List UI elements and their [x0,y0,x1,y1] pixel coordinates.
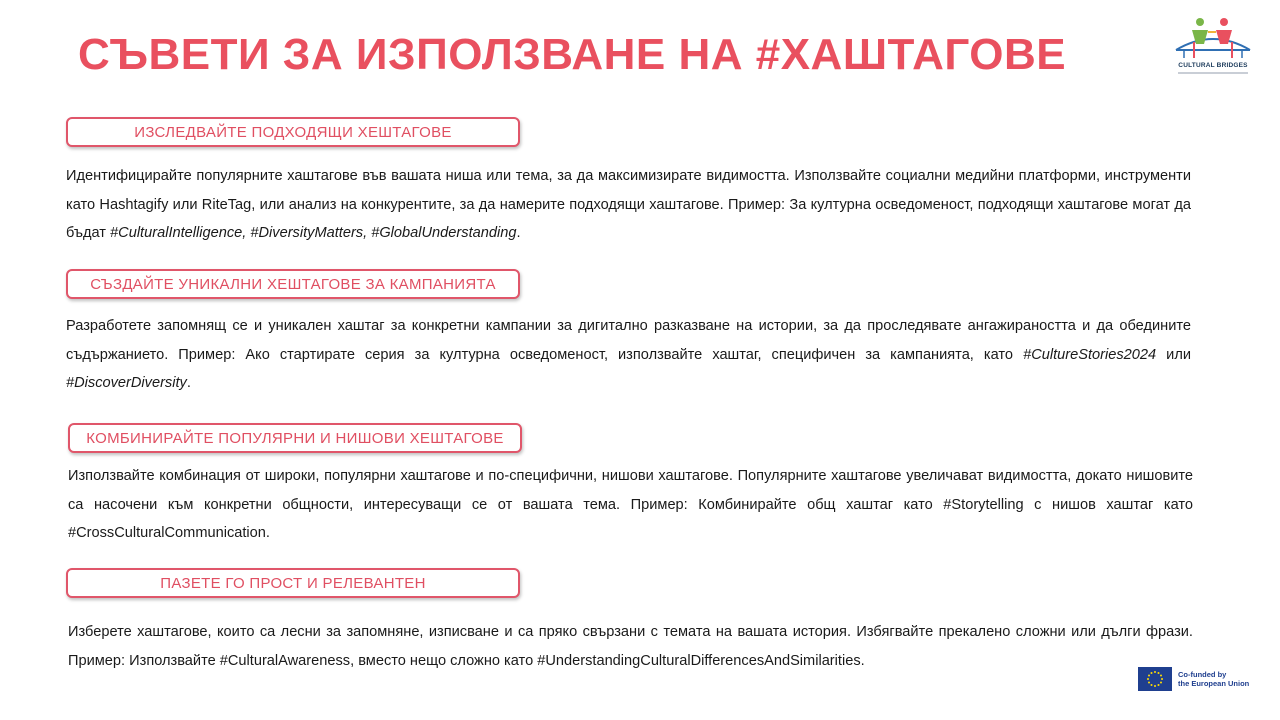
punctuation: . [516,225,521,241]
section-heading-research: ИЗСЛЕДВАЙТЕ ПОДХОДЯЩИ ХЕШТАГОВЕ [66,117,520,147]
section-heading-campaign: СЪЗДАЙТЕ УНИКАЛНИ ХЕШТАГОВЕ ЗА КАМПАНИЯТА [66,269,520,299]
section-heading-simple: ПАЗЕТЕ ГО ПРОСТ И РЕЛЕВАНТЕН [66,568,520,598]
cultural-bridges-logo [1170,14,1256,76]
hashtag-examples: #CulturalIntelligence, #DiversityMatters, #GlobalUnderstanding [110,225,517,241]
section-text-simple: Изберете хаштагове, които са лесни за запомняне, изписване и са пряко свързани с темата на вашата история. Избягвайте прекалено сложни или дълги фрази. Пример: Използвайте #CulturalAwareness, вместо нещо сложно като #UnderstandingCulturalDifferencesAndSimilarities. [68,624,1193,669]
bridge-people-icon [1170,14,1256,62]
eu-text-line1: Co-funded by [1178,670,1227,679]
hashtag-example: #DiscoverDiversity [66,375,187,391]
section-text-campaign [66,312,1191,398]
hashtag-example: #CultureStories2024 [1023,346,1157,363]
eu-flag-icon [1138,667,1172,691]
eu-cofunded-badge [1138,667,1268,691]
section-text: Разработете запомнящ се и уникален хаштаг за конкретни кампании за дигитално разказване на истории, за да проследявате ангажираността и да обедините съдържанието. Пример: Ако стартирате серия за културна осведоменост, използвайте хаштаг, специфичен за кампанията, като [66,318,1191,363]
eu-text [1178,670,1249,688]
conjunction: или [1156,346,1191,363]
section-text-combine: Използвайте комбинация от широки, популярни хаштагове и по-специфични, нишови хаштагове. Популярните хаштагове увеличават видимостта, докато нишовите са насочени към конкретни общности, интересуващи се от вашата тема. Пример: Комбинирайте общ хаштаг като #Storytelling с нишов хаштаг като #CrossCulturalCommunication. [68,468,1193,541]
section-text-research [66,162,1191,248]
section-heading-combine: КОМБИНИРАЙТЕ ПОПУЛЯРНИ И НИШОВИ ХЕШТАГОВЕ [68,423,522,453]
page-title: СЪВЕТИ ЗА ИЗПОЛЗВАНЕ НА #ХАШТАГОВЕ [78,30,1067,79]
section-text: Идентифицирайте популярните хаштагове във вашата ниша или тема, за да максимизирате видимостта. Използвайте социални медийни платформи, инструменти като Hashtagify или RiteTag, или анализ на конкурентите, за да намерите подходящи хаштагове. Пример: За културна осведоменост, подходящи хаштагове могат да бъдат [66,168,1191,241]
logo-tagline-line [1178,72,1248,74]
punctuation: . [186,375,191,391]
logo-text: CULTURAL BRIDGES [1178,62,1248,69]
eu-text-line2: the European Union [1178,679,1250,688]
